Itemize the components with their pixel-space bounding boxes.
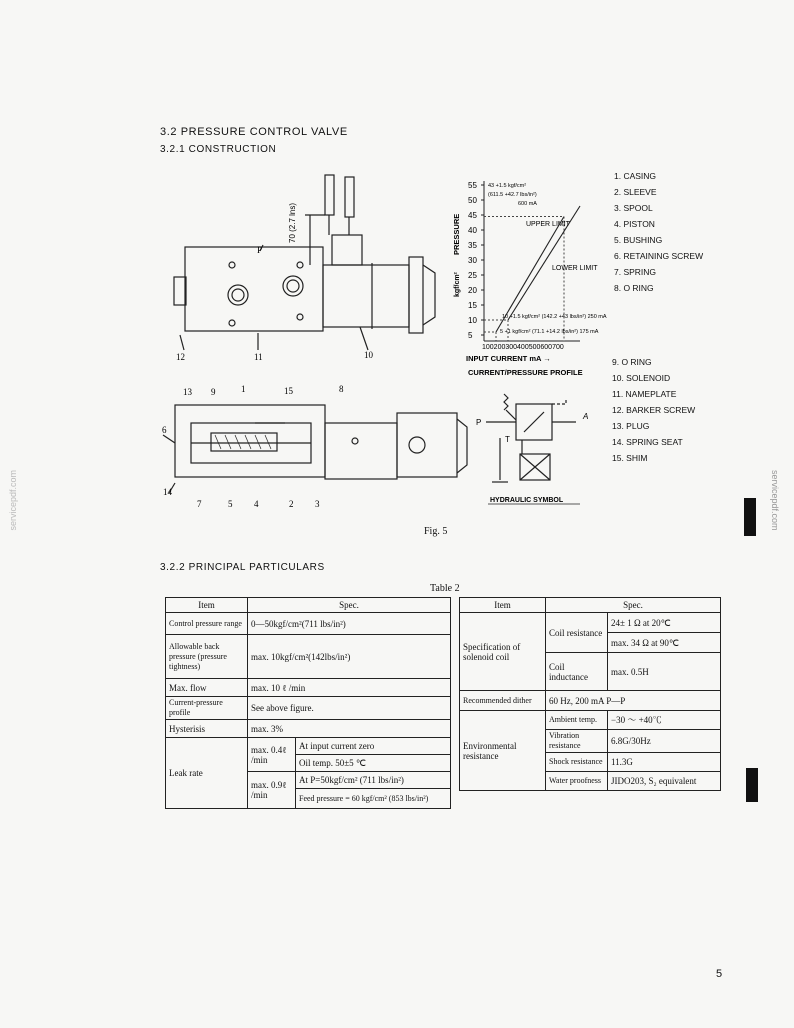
parts-list-1 bbox=[614, 168, 703, 296]
x-axis-label: INPUT CURRENT mA → bbox=[466, 354, 551, 363]
row-item: Recommended dither bbox=[460, 691, 546, 711]
part-item: 15. SHIM bbox=[612, 453, 648, 463]
scan-mark bbox=[744, 498, 756, 536]
section-title: 3.2 PRESSURE CONTROL VALVE bbox=[160, 126, 348, 138]
part-item: 8. O RING bbox=[614, 283, 654, 293]
sub-item: Coil resistance bbox=[546, 613, 608, 653]
row-item: Leak rate bbox=[166, 738, 248, 809]
part-item: 4. PISTON bbox=[614, 219, 655, 229]
callout-2: 2 bbox=[289, 499, 294, 509]
row-item: Environmental resistance bbox=[460, 711, 546, 791]
callout-14: 14 bbox=[163, 487, 172, 497]
y-tick-label: 35 bbox=[468, 241, 477, 250]
row-item: Current-pressure profile bbox=[166, 697, 248, 720]
row-item: Hysterisis bbox=[166, 720, 248, 738]
y-tick-label: 50 bbox=[468, 196, 477, 205]
leak-value-b: max. 0.9ℓ /min bbox=[248, 772, 296, 809]
callout-15: 15 bbox=[284, 386, 293, 396]
callout-10: 10 bbox=[364, 350, 373, 360]
row-item: Control pressure range bbox=[166, 613, 248, 635]
row-spec: max. 34 Ω at 90℃ bbox=[608, 633, 721, 653]
y-tick-label: 5 bbox=[468, 331, 473, 340]
row-spec: −30 ～ +40℃ bbox=[608, 711, 721, 730]
upper-limit-label: UPPER LIMIT bbox=[526, 221, 570, 228]
part-item: 1. CASING bbox=[614, 171, 657, 181]
sub-item: Vibration resistance bbox=[546, 730, 608, 753]
y-tick-label: 40 bbox=[468, 226, 477, 235]
part-item: 11. NAMEPLATE bbox=[612, 389, 677, 399]
part-item: 7. SPRING bbox=[614, 267, 657, 277]
y-tick-label: 30 bbox=[468, 256, 477, 265]
port-p: P bbox=[476, 418, 482, 427]
scan-mark bbox=[746, 768, 758, 802]
valve-section-drawing bbox=[155, 383, 470, 513]
sub-item: Water proofness bbox=[546, 772, 608, 791]
y-tick-label: 55 bbox=[468, 181, 477, 190]
row-spec: 0—50kgf/cm²(711 lbs/in²) bbox=[248, 613, 451, 635]
callout-1: 1 bbox=[241, 384, 246, 394]
row-item: Specification of solenoid coil bbox=[460, 613, 546, 691]
callout-9: 9 bbox=[211, 387, 216, 397]
watermark-right: servicepdf.com bbox=[770, 470, 780, 531]
hydraulic-symbol bbox=[470, 390, 600, 510]
y-tick-label: 25 bbox=[468, 271, 477, 280]
row-spec: 60 Hz, 200 mA P—P bbox=[546, 691, 721, 711]
sub-item: Ambient temp. bbox=[546, 711, 608, 730]
chart-profile-label: CURRENT/PRESSURE PROFILE bbox=[468, 368, 583, 377]
valve-top-view-drawing bbox=[160, 165, 460, 370]
leak-cond: At input current zero bbox=[296, 738, 451, 755]
port-t: T bbox=[505, 435, 510, 444]
row-item: Max. flow bbox=[166, 679, 248, 697]
principal-particulars-title: 3.2.2 PRINCIPAL PARTICULARS bbox=[160, 562, 325, 573]
table-header-item: Item bbox=[460, 598, 546, 613]
y-tick-label: 20 bbox=[468, 286, 477, 295]
row-spec: See above figure. bbox=[248, 697, 451, 720]
callout-3: 3 bbox=[315, 499, 320, 509]
table-caption: Table 2 bbox=[430, 583, 460, 594]
callout-13: 13 bbox=[183, 387, 192, 397]
page-number: 5 bbox=[716, 968, 723, 980]
leak-cond: Feed pressure = 60 kgf/cm² (853 lbs/in²) bbox=[296, 789, 451, 809]
y-axis-label: PRESSURE bbox=[452, 213, 461, 255]
leak-value-a: max. 0.4ℓ /min bbox=[248, 738, 296, 772]
callout-6: 6 bbox=[162, 425, 167, 435]
row-spec: max. 3% bbox=[248, 720, 451, 738]
current-pressure-chart bbox=[440, 175, 610, 385]
x-tick-labels: 100200300400500600700 bbox=[482, 344, 564, 351]
callout-4: 4 bbox=[254, 499, 259, 509]
chart-annotation-5: 5 +1 kgf/cm² (71.1 +14.2 lbs/in²) 175 mA bbox=[500, 329, 599, 335]
row-spec: JIDO203, S₂ equivalent bbox=[608, 772, 721, 791]
table-header-spec: Spec. bbox=[546, 598, 721, 613]
callout-5: 5 bbox=[228, 499, 233, 509]
row-spec: max. 10kgf/cm²(142lbs/in²) bbox=[248, 635, 451, 679]
y-axis-unit: kgf/cm² bbox=[454, 272, 461, 297]
part-item: 3. SPOOL bbox=[614, 203, 653, 213]
row-spec: 6.8G/30Hz bbox=[608, 730, 721, 753]
leak-cond: Oil temp. 50±5 ℃ bbox=[296, 755, 451, 772]
lower-limit-label: LOWER LIMIT bbox=[552, 265, 598, 272]
figure-caption: Fig. 5 bbox=[424, 526, 448, 537]
chart-annotation-3: 600 mA bbox=[518, 201, 537, 207]
row-spec: max. 0.5H bbox=[608, 653, 721, 691]
callout-12: 12 bbox=[176, 352, 185, 362]
table-header-spec: Spec. bbox=[248, 598, 451, 613]
callout-8: 8 bbox=[339, 384, 344, 394]
callout-p: P bbox=[257, 245, 263, 255]
part-item: 12. BARKER SCREW bbox=[612, 405, 696, 415]
part-item: 6. RETAINING SCREW bbox=[614, 251, 704, 261]
part-item: 13. PLUG bbox=[612, 421, 650, 431]
sub-item: Shock resistance bbox=[546, 753, 608, 772]
callout-7: 7 bbox=[197, 499, 202, 509]
row-spec: 24± 1 Ω at 20℃ bbox=[608, 613, 721, 633]
part-item: 5. BUSHING bbox=[614, 235, 663, 245]
parts-list-2 bbox=[612, 354, 695, 466]
y-tick-label: 15 bbox=[468, 301, 477, 310]
part-item: 14. SPRING SEAT bbox=[612, 437, 683, 447]
y-tick-label: 10 bbox=[468, 316, 477, 325]
row-spec: 11.3G bbox=[608, 753, 721, 772]
spec-table-left bbox=[165, 597, 451, 809]
sub-item: Coil inductance bbox=[546, 653, 608, 691]
dimension-label: 70 (2.7 lns) bbox=[288, 202, 297, 243]
hydraulic-symbol-title: HYDRAULIC SYMBOL bbox=[490, 497, 564, 504]
port-a: A bbox=[583, 412, 589, 421]
part-item: 2. SLEEVE bbox=[614, 187, 657, 197]
leak-cond: At P=50kgf/cm² (711 lbs/in²) bbox=[296, 772, 451, 789]
chart-annotation-4: 10 +1.5 kgf/cm² (142.2 +43 lbs/in²) 250 mA bbox=[502, 314, 607, 320]
watermark-left: servicepdf.com bbox=[8, 470, 18, 531]
part-item: 9. O RING bbox=[612, 357, 652, 367]
subsection-title: 3.2.1 CONSTRUCTION bbox=[160, 144, 277, 155]
chart-annotation-1: 43 +1.5 kgf/cm² bbox=[488, 183, 527, 189]
row-spec: max. 10 ℓ /min bbox=[248, 679, 451, 697]
callout-11: 11 bbox=[254, 352, 263, 362]
chart-annotation-2: (611.5 +42.7 lbs/in²) bbox=[488, 192, 537, 198]
spec-table-right bbox=[459, 597, 721, 791]
y-tick-label: 45 bbox=[468, 211, 477, 220]
table-header-item: Item bbox=[166, 598, 248, 613]
part-item: 10. SOLENOID bbox=[612, 373, 671, 383]
row-item: Allowable back pressure (pressure tightness) bbox=[166, 635, 248, 679]
